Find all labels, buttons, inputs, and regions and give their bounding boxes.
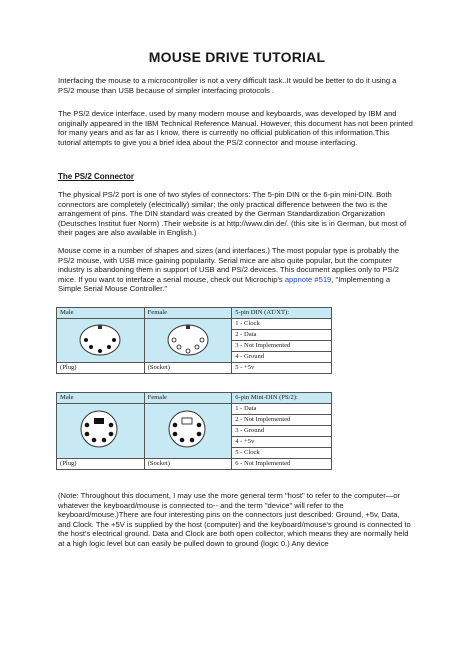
socket-label: (Socket) [144, 459, 232, 470]
pin-2: 2 - Data [232, 330, 332, 341]
male-header: Male [57, 393, 145, 404]
din5-female-connector-icon [165, 323, 211, 357]
female-image-cell [144, 404, 232, 459]
socket-label: (Socket) [144, 363, 232, 374]
pin-5: 5 - Clock [232, 448, 332, 459]
table-row [57, 363, 332, 374]
pinout-title: 6-pin Mini-DIN (PS/2): [232, 393, 332, 404]
pin-4: 4 - +5v [232, 437, 332, 448]
pin-3: 3 - Ground [232, 426, 332, 437]
mouse-types-text-end: , "Implementing a Simple Serial Mouse Controller." [58, 274, 391, 294]
female-header: Female [144, 393, 232, 404]
male-image-cell [57, 319, 145, 363]
pin-6: 6 - Not Implemented [232, 459, 332, 470]
mouse-types-paragraph [58, 246, 414, 294]
intro-paragraph: Interfacing the mouse to a microcontroller is not a very difficult task..It would be better to do it using a PS/2 mouse than USB because of simpler interfacing protocols . [58, 76, 397, 95]
female-image-cell [144, 319, 232, 363]
table-row [57, 459, 332, 470]
pin-3: 3 - Not Implemented [232, 341, 332, 352]
appnote-link[interactable]: appnote #519 [284, 274, 332, 284]
table-row [57, 393, 332, 404]
din5-male-connector-icon [77, 323, 123, 357]
minidin6-male-connector-icon [75, 409, 123, 449]
female-header: Female [144, 308, 232, 319]
pin-1: 1 - Clock [232, 319, 332, 330]
minidin6-female-connector-icon [163, 409, 211, 449]
plug-label: (Plug) [57, 363, 145, 374]
table-row [57, 308, 332, 319]
male-header: Male [57, 308, 145, 319]
pin-4: 4 - Ground [232, 352, 332, 363]
din5-pinout-table [56, 307, 332, 374]
mouse-types-text: Mouse come in a number of shapes and sizes (and interfaces.) The most popular type is probably the PS/2 mouse, with USB mice gaining popularity. Serial mice are also quite popular, but the computer industry is abandoning them in support of USB and PS/2 devices. This document applies only to PS/2 mice. If you want to interface a serial mouse, check out Microchip's [58, 246, 399, 284]
pins-description-paragraph: (Note: Throughout this document, I may use the more general term "host" to refer to the computer—or whatever the keyboard/mouse is connected to-- and the term "device" will refer to the keyboard/mouse.)There are four interesting pins on the connectors just described: Ground, +5v, Data, and Clock. The +5V is supplied by the host (computer) and the keyboard/mouse's ground is connected to the host's electrical ground. Data and Clock are both open collector, which means they are normally held at a high logic level but can easily be pulled down to ground (logic 0.) Any device [58, 491, 411, 548]
table-row [57, 404, 332, 415]
pinout-title: 5-pin DIN (AT/XT): [232, 308, 332, 319]
table-row [57, 319, 332, 330]
pin-1: 1 - Data [232, 404, 332, 415]
connector-paragraph: The physical PS/2 port is one of two styles of connectors: The 5-pin DIN or the 6-pin mini-DIN. Both connectors are completely (electrically) similar; the only practical difference between the two is the arrangement of pins. The DIN standard was created by the German Standardization Organization (Deutsches Institut fuer Norm) .Their website is at http://www.din.de/. (this site is in German, but most of their pages are also available in English.) [58, 190, 407, 238]
pin-5: 5 - +5v [232, 363, 332, 374]
section-heading: The PS/2 Connector [58, 172, 135, 181]
plug-label: (Plug) [57, 459, 145, 470]
pin-2: 2 - Not Implemented [232, 415, 332, 426]
male-image-cell [57, 404, 145, 459]
ps2-history-paragraph: The PS/2 device interface, used by many modern mouse and keyboards, was developed by IBM and originally appeared in the IBM Technical Reference Manual. However, this document has not been printed for many years and as far as I know, there is currently no official publication of this information.This tutorial attempts to give you a brief idea about the PS/2 connector and mouse interfacing. [58, 109, 413, 147]
page-title: MOUSE DRIVE TUTORIAL [148, 49, 326, 65]
minidin6-pinout-table [56, 392, 332, 470]
